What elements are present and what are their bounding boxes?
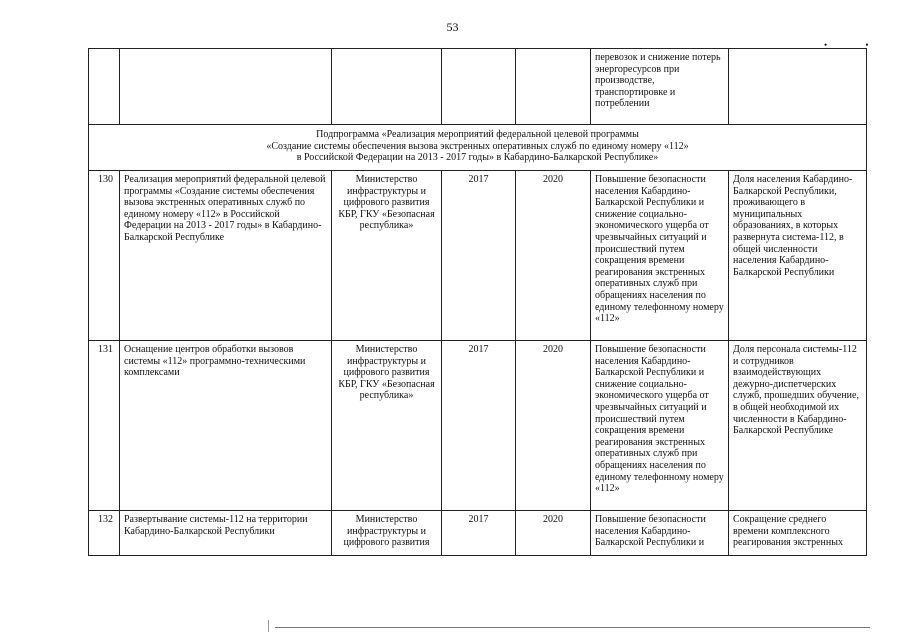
subprogram-row (89, 125, 867, 171)
cell-end: 2020 (516, 341, 591, 511)
program-table (88, 48, 867, 556)
cell-measure: Оснащение центров обработки вызовов системы «112» программно-техническими комплексами (120, 341, 332, 511)
cell-result: перевозок и снижение потерь энергоресурсов при производстве, транспортировке и потреблении (591, 49, 729, 125)
cell-indicator: Доля персонала системы-112 и сотрудников взаимодействующих дежурно-диспетчерских служб, прошедших обучение, в общей необходимой их численности в Кабардино-Балкарской Республике (729, 341, 867, 511)
table-row (89, 171, 867, 341)
cell-measure: Развертывание системы-112 на территории Кабардино-Балкарской Республики (120, 511, 332, 556)
cell-start (442, 49, 516, 125)
cell-executor: Министерство инфраструктуры и цифрового развития (332, 511, 442, 556)
cell-end: 2020 (516, 511, 591, 556)
table-row (89, 341, 867, 511)
cell-measure (120, 49, 332, 125)
page-number: 53 (446, 20, 459, 34)
subprogram-line: «Создание системы обеспечения вызова экстренных оперативных служб по единому номеру «112» (266, 140, 689, 152)
cell-end (516, 49, 591, 125)
cell-num (89, 49, 120, 125)
cell-num: 132 (89, 511, 120, 556)
cell-start: 2017 (442, 341, 516, 511)
table-row (89, 49, 867, 125)
subprogram-line: Подпрограмма «Реализация мероприятий федеральной целевой программы (316, 129, 639, 140)
cell-executor: Министерство инфраструктуры и цифрового развития КБР, ГКУ «Безопасная республика» (332, 341, 442, 511)
cell-num: 131 (89, 341, 120, 511)
header-dots: • • (824, 40, 887, 50)
cell-end: 2020 (516, 171, 591, 341)
subprogram-line: в Российской Федерации на 2013 - 2017 годы» в Кабардино-Балкарской Республике» (296, 152, 659, 164)
cell-result: Повышение безопасности населения Кабардино-Балкарской Республики и (591, 511, 729, 556)
cell-result: Повышение безопасности населения Кабардино-Балкарской Республики и снижение социально-экономического ущерба от чрезвычайных ситуаций и происшествий путем сокращения времени реагирования экстренных оперативных служб при обращениях населения по единому телефонному номеру «112» (591, 341, 729, 511)
cell-executor: Министерство инфраструктуры и цифрового развития КБР, ГКУ «Безопасная республика» (332, 171, 442, 341)
cell-start: 2017 (442, 171, 516, 341)
cell-indicator: Доля населения Кабардино-Балкарской Республики, проживающего в муниципальных образованиях, в которых развернута система-112, в общей численности населения Кабардино-Балкарской Республики (729, 171, 867, 341)
cell-measure: Реализация мероприятий федеральной целевой программы «Создание системы обеспечения вызова экстренных оперативных служб по единому номеру «112» в Российской Федерации на 2013 - 2017 годы» в Кабардино-Балкарской Республике (120, 171, 332, 341)
cell-executor (332, 49, 442, 125)
subprogram-heading (89, 125, 867, 171)
footer-tick (268, 620, 269, 632)
footer-divider (275, 627, 870, 628)
cell-indicator (729, 49, 867, 125)
cell-start: 2017 (442, 511, 516, 556)
cell-result: Повышение безопасности населения Кабардино-Балкарской Республики и снижение социально-экономического ущерба от чрезвычайных ситуаций и происшествий путем сокращения времени реагирования экстренных оперативных служб при обращениях населения по единому телефонному номеру «112» (591, 171, 729, 341)
table-row (89, 511, 867, 556)
cell-indicator: Сокращение среднего времени комплексного реагирования экстренных (729, 511, 867, 556)
cell-num: 130 (89, 171, 120, 341)
